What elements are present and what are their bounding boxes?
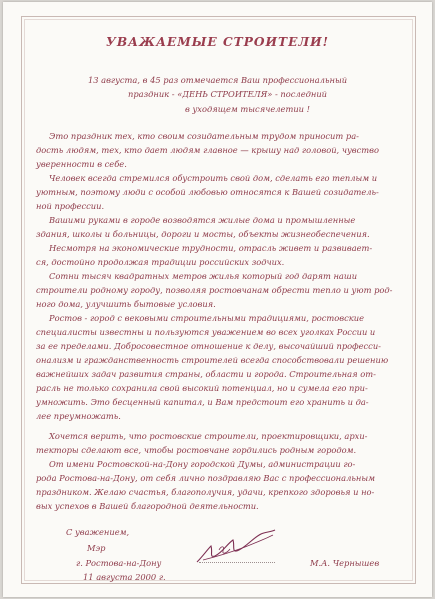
body-line: Несмотря на экономические трудности, отрасль живет и развивает- <box>49 243 373 253</box>
body-line: уверенности в себе. <box>36 159 127 169</box>
body-line: онализм и гражданственность строителей всегда способствовали решению <box>36 355 389 365</box>
closing-regards: С уважением, <box>66 527 130 537</box>
body-line: умножить. Это бесценный капитал, и Вам предстоит его хранить и да- <box>36 397 369 407</box>
body-line: ся, достойно продолжая традиции российских зодчих. <box>36 257 285 267</box>
body-line: ного дома, улучшить бытовые условия. <box>36 299 216 309</box>
intro-line: в уходящем тысячелетии ! <box>185 104 310 114</box>
body-line: Хочется верить, что ростовские строители, проектировщики, архи- <box>49 431 368 441</box>
body-line: Ростов - город с вековыми строительными традициями, ростовские <box>49 313 364 323</box>
body-line: за ее пределами. Добросовестное отношение к делу, высочайший професси- <box>36 341 381 351</box>
letter-heading: УВАЖАЕМЫЕ СТРОИТЕЛИ! <box>105 35 330 49</box>
body-line: лее преумножать. <box>36 411 121 421</box>
body-line: ной профессии. <box>36 201 105 211</box>
body-line: специалисты известны и пользуются уважением во всех уголках России и <box>36 327 376 337</box>
body-line: текторы сделают все, чтобы ростовчане гордились родным городом. <box>36 445 357 455</box>
body-line: праздником. Желаю счастья, благополучия, удачи, крепкого здоровья и но- <box>36 487 375 497</box>
body-line: вых успехов в Вашей благородной деятельности. <box>36 501 259 511</box>
intro-line: 13 августа, в 45 раз отмечается Ваш профессиональный <box>87 75 348 85</box>
body-line: важнейших задач развития страны, области и города. Строительная от- <box>36 369 376 379</box>
body-line: уютным, поэтому люди с особой любовью относятся к Вашей созидатель- <box>36 187 379 197</box>
letter-sheet <box>3 2 432 597</box>
signature-line <box>199 562 275 563</box>
body-line: расль не только сохранила свой высокий потенциал, но и сумела его при- <box>36 383 368 393</box>
signatory-city: г. Ростова-на-Дону <box>76 558 162 568</box>
body-line: От имени Ростовской-на-Дону городской Думы, администрации го- <box>49 459 356 469</box>
body-line: Это праздник тех, кто своим созидательным трудом приносит ра- <box>49 131 359 141</box>
body-line: Человек всегда стремился обустроить свой дом, сделать его теплым и <box>49 173 378 183</box>
body-line: здания, школы и больницы, дороги и мосты, объекты жизнеобеспечения. <box>36 229 370 239</box>
body-line: строители родному городу, позволяя ростовчанам обрести тепло и уют род- <box>36 285 393 295</box>
handwritten-signature <box>193 526 279 570</box>
signatory-title: Мэр <box>87 543 106 553</box>
body-line: Сотни тысяч квадратных метров жилья который год дарят наши <box>49 271 358 281</box>
body-line: Вашими руками в городе возводятся жилые дома и промышленные <box>49 215 356 225</box>
body-line: дость людям, тех, кто дает людям главное — крышу над головой, чувство <box>36 145 379 155</box>
letter-date: 11 августа 2000 г. <box>83 572 166 582</box>
body-line: рода Ростова-на-Дону, от себя лично поздравляю Вас с профессиональным <box>36 473 375 483</box>
signatory-name: М.А. Чернышев <box>310 558 380 568</box>
intro-line: праздник - «ДЕНЬ СТРОИТЕЛЯ» - последний <box>127 89 328 99</box>
